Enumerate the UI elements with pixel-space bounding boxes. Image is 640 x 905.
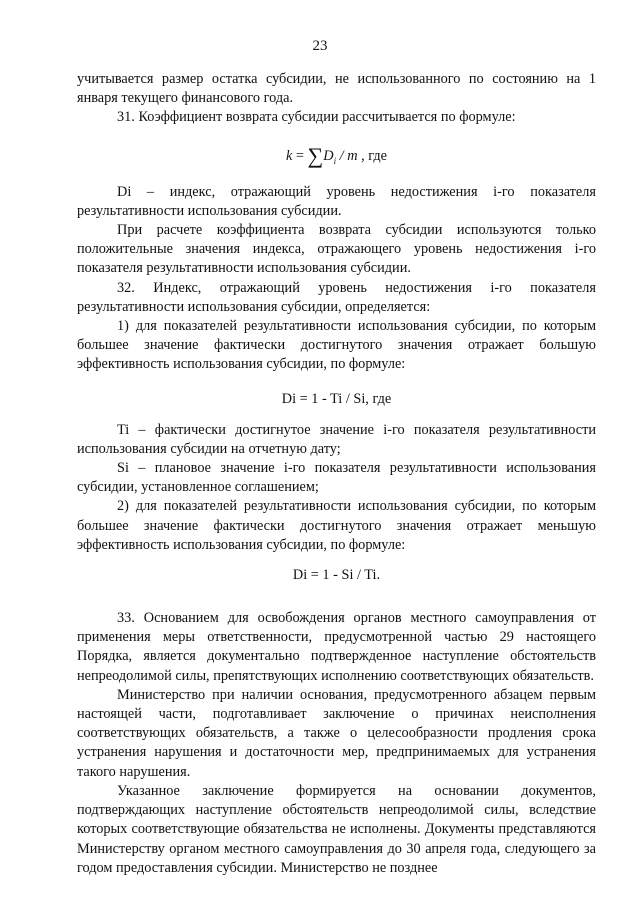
paragraph: учитывается размер остатка субсидии, не использованного по состоянию на 1 января текущего финансового года.: [77, 71, 596, 107]
paragraph: 31. Коэффициент возврата субсидии рассчитывается по формуле:: [117, 109, 516, 126]
paragraph: Si – плановое значение i-го показателя результативности использования субсидии, установленное соглашением;: [77, 460, 596, 496]
paragraph: При расчете коэффициента возврата субсидии используются только положительные значения индекса, отражающего уровень недостижения i-го показателя результативности использования субсидии.: [77, 222, 596, 277]
paragraph: Указанное заключение формируется на основании документов, подтверждающих наступление обстоятельств непреодолимой силы, вследствие которых соответствующие обязательства не исполнены. Документы представляются Министерству органом местного самоуправления до 30 апреля года, следующего за годом предоставления субсидии. Министерство не позднее: [77, 782, 596, 876]
paragraph: 2) для показателей результативности использования субсидии, по которым большее значение фактически достигнутого значения отражает меньшую эффективность использования субсидии, по формуле:: [77, 498, 596, 553]
sum-symbol: ∑: [307, 142, 324, 168]
formula-subscript: i: [333, 155, 337, 166]
formula-divisor: / m: [336, 147, 358, 164]
formula-tail: , где: [357, 147, 388, 164]
formula-index-1: Di = 1 - Ti / Si, где: [281, 390, 392, 407]
formula-lhs: k: [285, 147, 293, 164]
document-body: [77, 70, 596, 878]
paragraph: Министерство при наличии основания, предусмотренного абзацем первым настоящей части, подготавливает заключение о причинах неисполнения соответствующих обязательств, а также о целесообразности продления срока устранения нарушения и достаточности мер, предпринимаемых для устранения такого нарушения.: [77, 686, 596, 780]
formula-index-2: Di = 1 - Si / Ti.: [292, 567, 381, 584]
paragraph: Di – индекс, отражающий уровень недостижения i-го показателя результативности использования субсидии.: [77, 183, 596, 219]
formula-return-coefficient: [77, 128, 596, 183]
page-number: 23: [312, 38, 328, 54]
formula-var: D: [323, 147, 334, 164]
formula-equals: =: [292, 147, 308, 164]
paragraph: 1) для показателей результативности использования субсидии, по которым большее значение фактически достигнутого значения отражает большую эффективность использования субсидии, по формуле:: [77, 318, 596, 373]
paragraph: 33. Основанием для освобождения органов местного самоуправления от применения меры ответственности, предусмотренной частью 29 настоящего Порядка, является документально подтвержденное наступление обстоятельств непреодолимой силы, препятствующих исполнению соответствующих обязательств.: [77, 610, 596, 684]
paragraph: Ti – фактически достигнутое значение i-го показателя результативности использования субсидии на отчетную дату;: [77, 421, 596, 457]
paragraph: 32. Индекс, отражающий уровень недостижения i-го показателя результативности использования субсидии, определяется:: [77, 279, 596, 315]
